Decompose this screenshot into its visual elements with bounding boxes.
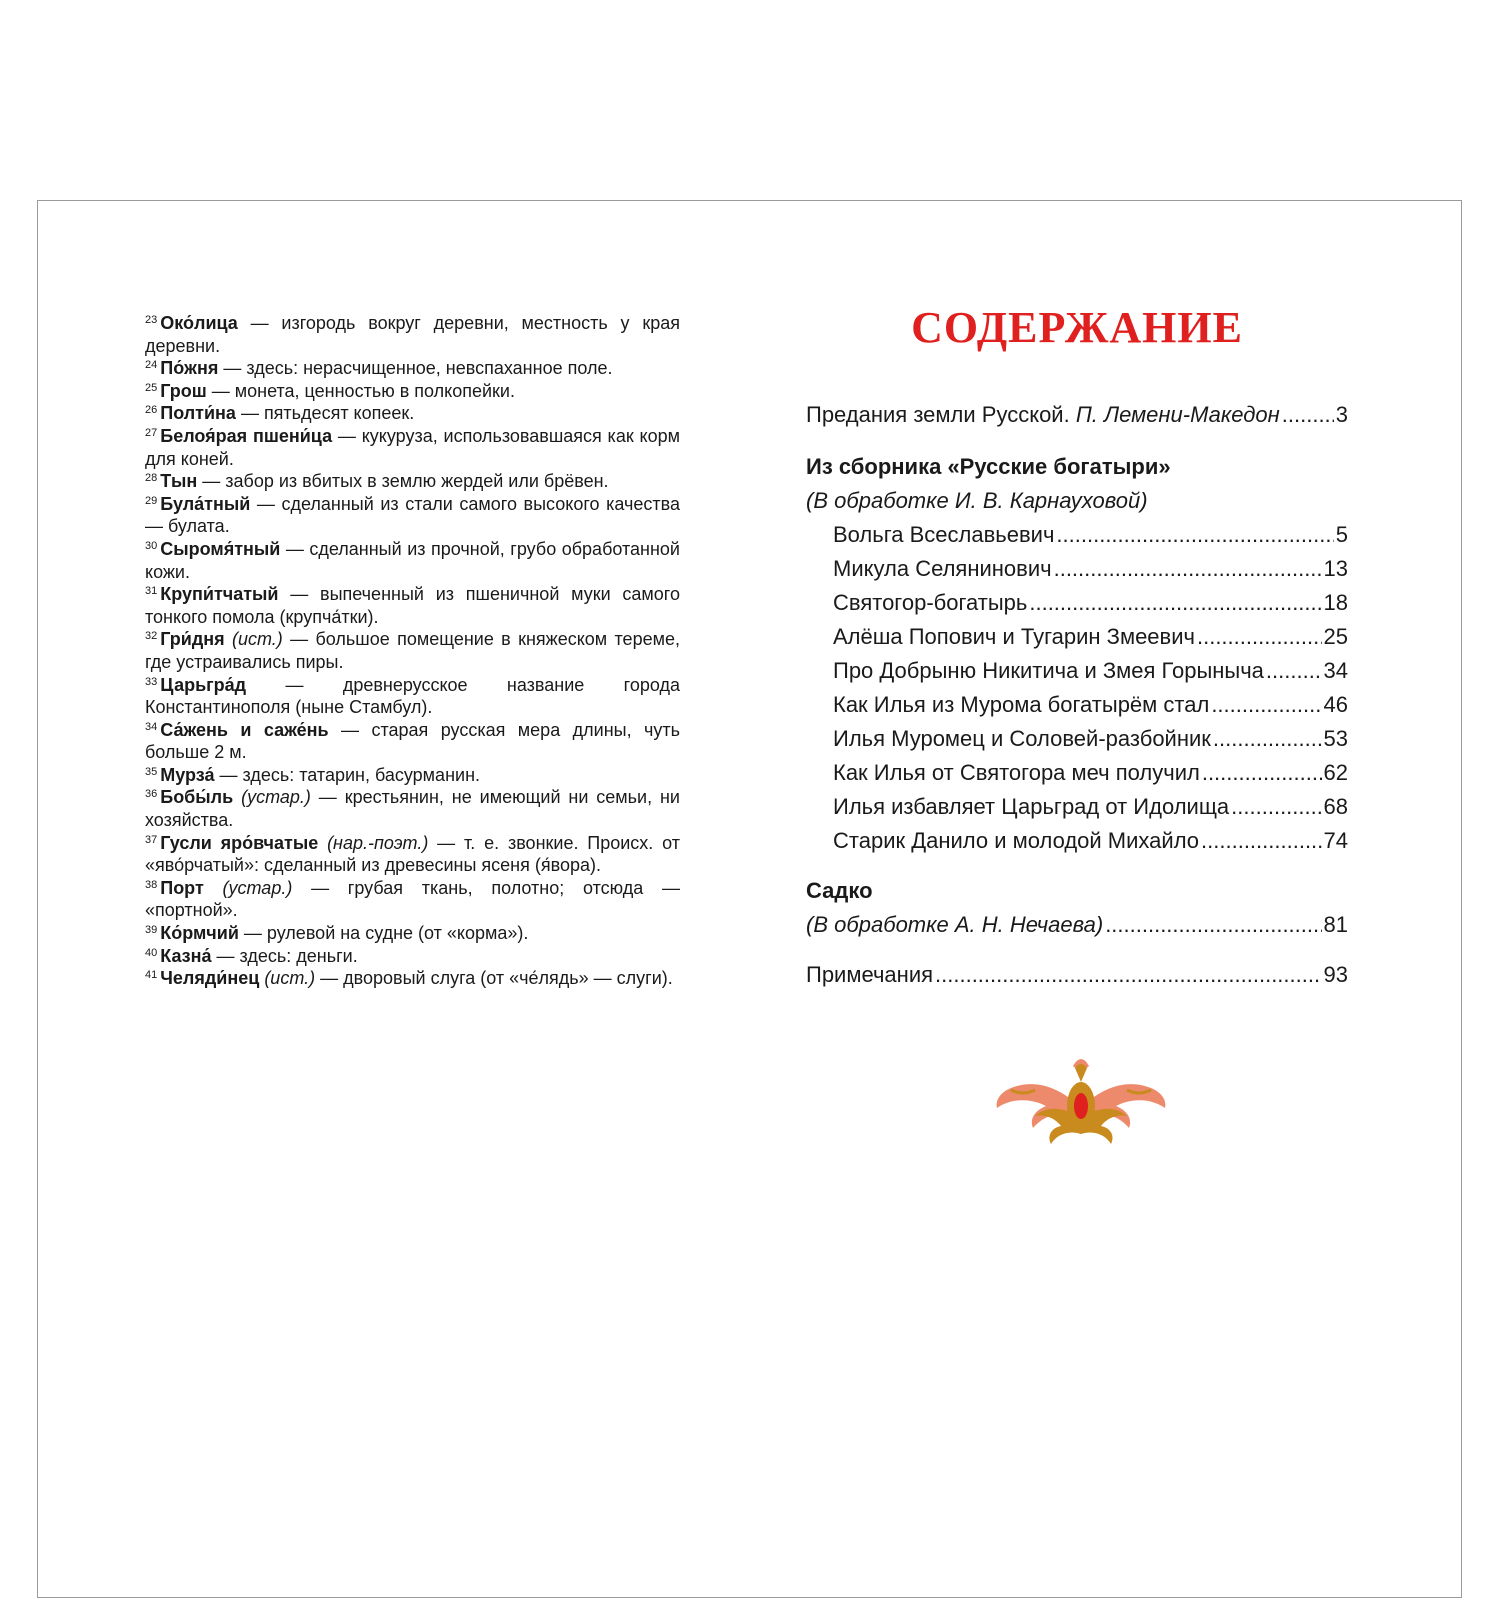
toc-page-number: 25	[1323, 624, 1348, 649]
leader-dots	[1213, 722, 1322, 756]
toc-section-subtitle: (В обработке А. Н. Нечаева)	[806, 912, 1104, 937]
toc-page-number: 53	[1323, 726, 1348, 751]
leader-dots	[1054, 552, 1322, 586]
toc-page-number: 68	[1323, 794, 1348, 819]
footnote: $^{37}$ Гусли яро́вчатые (нар.-поэт.) — т. е. звонкие. Происх. от «яво́рчатый»: сделанный из древесины ясеня (я́вора).	[145, 832, 680, 876]
toc-entry[interactable]: Микула Селянинович ..... 13	[806, 552, 1348, 586]
footnote: $^{23}$ Око́лица — изгородь вокруг деревни, местность у края деревни.	[145, 313, 680, 356]
page-title: СОДЕРЖАНИЕ	[911, 303, 1243, 352]
toc-entry[interactable]: Про Добрыню Никитича и Змея Горыныча ..... 34	[806, 654, 1348, 688]
footnote: $^{41}$ Челяди́нец (ист.) — дворовый слуга (от «че́лядь» — слуги).	[145, 968, 673, 989]
leader-dots	[1266, 654, 1322, 688]
toc-entry-author: П. Лемени-Македон	[1075, 402, 1280, 427]
leader-dots	[1211, 688, 1321, 722]
footnote: $^{24}$ По́жня — здесь: нерасчищенное, невспаханное поле.	[145, 358, 613, 379]
leader-dots	[1201, 824, 1321, 858]
leader-dots	[1105, 908, 1321, 942]
toc-page-number: 81	[1323, 912, 1348, 937]
footnote: $^{33}$ Царьгра́д — древнерусское название города Константинополя (ныне Стамбул).	[145, 674, 680, 718]
footnote: $^{26}$ Полти́на — пятьдесят копеек.	[145, 403, 415, 424]
toc-page-number: 46	[1323, 692, 1348, 717]
toc-entry[interactable]: Илья Муромец и Соловей-разбойник ..... 53	[806, 722, 1348, 756]
toc-entry[interactable]: Илья избавляет Царьград от Идолища ..... 68	[806, 790, 1348, 824]
toc-page-number: 18	[1323, 590, 1348, 615]
toc-entry[interactable]: Вольга Всеславьевич ..... 5	[806, 518, 1348, 552]
toc-entry-sadko[interactable]	[806, 908, 1348, 942]
footnote: $^{25}$ Грош — монета, ценностью в полкопейки.	[145, 380, 515, 401]
toc-page-number: 74	[1323, 828, 1348, 853]
leader-dots	[1282, 398, 1334, 432]
toc-entry[interactable]: Старик Данило и молодой Михайло ..... 74	[806, 824, 1348, 858]
toc-section-title: Садко	[806, 878, 873, 903]
toc-entry[interactable]: Святогор-богатырь ..... 18	[806, 586, 1348, 620]
leader-dots	[1231, 790, 1321, 824]
toc-section-subtitle: (В обработке И. В. Карнауховой)	[806, 488, 1148, 513]
footnote: $^{36}$ Бобы́ль (устар.) — крестьянин, не имеющий ни семьи, ни хозяйства.	[145, 787, 680, 831]
leader-dots	[1202, 756, 1322, 790]
toc-entry[interactable]: Алёша Попович и Тугарин Змеевич ..... 25	[806, 620, 1348, 654]
footnote: $^{39}$ Ко́рмчий — рулевой на судне (от «корма»).	[145, 923, 529, 944]
toc-entry-notes[interactable]: Примечания ..... 93	[806, 958, 1348, 992]
footnotes	[145, 312, 680, 990]
toc-page-number: 3	[1335, 402, 1348, 427]
toc-page-number: 34	[1323, 658, 1348, 683]
footnote: $^{35}$ Мурза́ — здесь: татарин, басурманин.	[145, 764, 481, 785]
table-of-contents	[806, 398, 1348, 992]
footnote: $^{38}$ Порт (устар.) — грубая ткань, полотно; отсюда — «портной».	[145, 877, 680, 921]
footnote: $^{32}$ Гри́дня (ист.) — большое помещение в княжеском тереме, где устраивались пиры.	[145, 629, 680, 672]
toc-page-number: 5	[1335, 522, 1348, 547]
toc-entry[interactable]: Как Илья из Мурома богатырём стал ..... 46	[806, 688, 1348, 722]
footnote: $^{40}$ Казна́ — здесь: деньги.	[145, 945, 358, 966]
toc-section-title: Из сборника «Русские богатыри»	[806, 454, 1171, 479]
footnote: $^{34}$ Са́жень и саже́нь — старая русская мера длины, чуть больше 2 м.	[145, 719, 681, 763]
leader-dots	[1029, 586, 1321, 620]
footnote: $^{27}$ Белоя́рая пшени́ца — кукуруза, использовавшаяся как корм для коней.	[145, 425, 680, 469]
toc-entry-predaniya[interactable]	[806, 398, 1348, 432]
toc-entry-title: Предания земли Русской.	[806, 402, 1070, 427]
leader-dots	[935, 958, 1322, 992]
toc-entry[interactable]: Как Илья от Святогора меч получил ..... 62	[806, 756, 1348, 790]
leader-dots	[1056, 518, 1333, 552]
footnote: $^{30}$ Сыромя́тный — сделанный из прочной, грубо обработанной кожи.	[145, 538, 680, 582]
footnote: $^{29}$ Була́тный — сделанный из стали самого высокого качества — булата.	[145, 493, 680, 537]
toc-page-number: 13	[1323, 556, 1348, 581]
footnote: $^{31}$ Крупи́тчатый — выпеченный из пшеничной муки самого тонкого помола (крупча́тки).	[145, 584, 680, 627]
leader-dots	[1197, 620, 1322, 654]
toc-page-number: 62	[1323, 760, 1348, 785]
floral-ornament-icon	[991, 1048, 1171, 1148]
toc-page-number: 93	[1323, 962, 1348, 987]
footnote: $^{28}$ Тын — забор из вбитых в землю жердей или брёвен.	[145, 471, 609, 492]
